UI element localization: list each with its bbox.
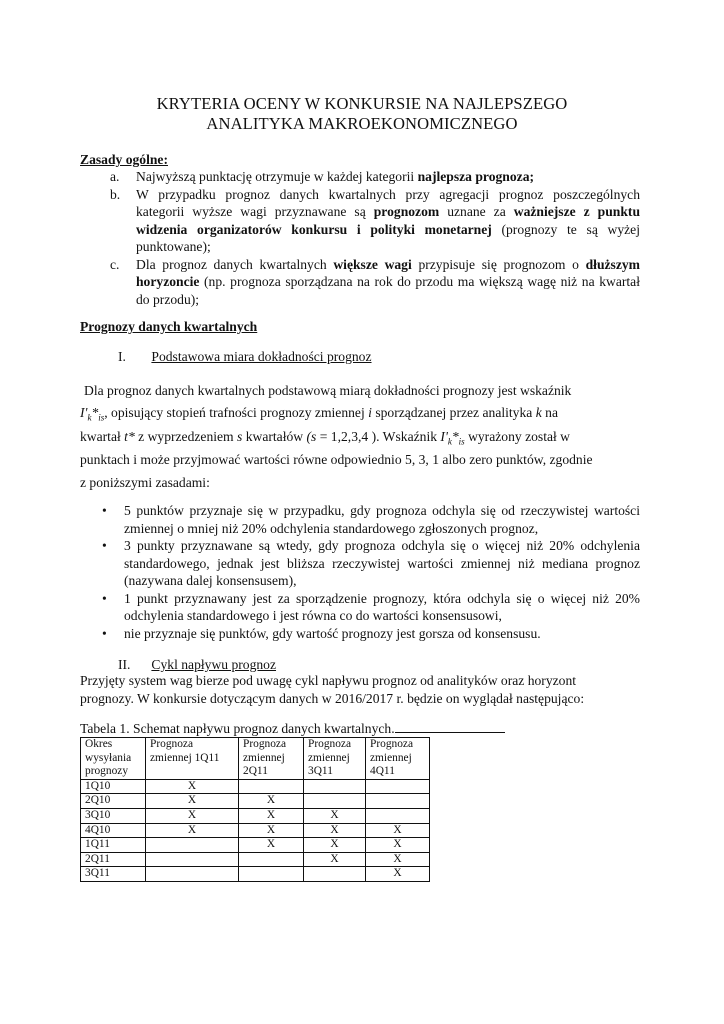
table-cell <box>146 838 239 853</box>
section-1-number: I. <box>118 349 126 364</box>
para-text: = 1,2,3,4 ). Wskaźnik <box>316 429 441 444</box>
rule-a-text: Najwyższą punktację otrzymuje w każdej kategorii <box>136 169 418 184</box>
rule-b-text-3: (prognozy te są wyżej punktowane); <box>136 221 640 254</box>
list-item <box>80 502 640 537</box>
rule-b-bold-2: ważniejsze z punktu widzenia organizatorów konkursu i polityki monetarnej <box>136 204 641 237</box>
list-item <box>80 590 640 625</box>
title-line-2: ANALITYKA MAKROEKONOMICZNEGO <box>206 114 518 133</box>
rule-a-bold: najlepsza prognoza; <box>417 169 535 184</box>
var-t: t* <box>124 429 135 444</box>
table-cell: 2Q10 <box>81 794 146 809</box>
column-header: Okres wysyłania prognozy <box>81 738 146 780</box>
table-cell: 4Q10 <box>81 823 146 838</box>
page-title <box>60 94 664 134</box>
table-row <box>81 838 430 853</box>
table-cell: X <box>366 838 430 853</box>
indicator-symbol: I' <box>80 405 88 420</box>
para-text: z wyprzedzeniem <box>134 429 238 444</box>
para-text: kwartał <box>80 429 125 444</box>
bullet-icon: • <box>102 590 107 606</box>
table-cell <box>239 852 304 867</box>
rule-c-label: c. <box>110 256 120 272</box>
table-cell: X <box>366 867 430 882</box>
list-item <box>80 625 640 643</box>
bullet-text: 1 punkt przyznawany jest za sporządzenie prognozy, która odchyla się o więcej niż 20% odchylenia standardowego i jest równa co do wartości konsensusowi, <box>124 590 640 623</box>
rule-a-label: a. <box>110 169 120 184</box>
rule-c-bold-1: większe wagi <box>333 256 412 272</box>
table-cell <box>304 779 366 794</box>
table-cell: 1Q10 <box>81 779 146 794</box>
table-cell: X <box>146 794 239 809</box>
table-cell <box>366 794 430 809</box>
table-row <box>81 852 430 867</box>
table-cell: X <box>239 823 304 838</box>
column-header: Prognoza zmiennej 3Q11 <box>304 738 366 780</box>
para-text: wyrażony został w <box>464 429 570 444</box>
section-2-number: II. <box>118 657 131 672</box>
bullet-icon: • <box>102 625 107 641</box>
indicator-star: * <box>91 405 99 420</box>
section-1-paragraph-line-2 <box>80 404 640 422</box>
var-s: s <box>237 429 243 444</box>
rule-b-bold-1: prognozom <box>373 204 440 219</box>
section-2-paragraph-line-1: Przyjęty system wag bierze pod uwagę cykl napływu prognoz od analityków oraz horyzont <box>80 673 577 688</box>
indicator-star-2: * <box>451 429 459 444</box>
table-cell <box>304 867 366 882</box>
section-1-paragraph-line-3 <box>80 428 640 446</box>
section-1-paragraph-line-4: punktach i może przyjmować wartości równe odpowiednio 5, 3, 1 albo zero punktów, zgodnie <box>80 452 593 467</box>
general-rules-heading: Zasady ogólne: <box>80 152 168 167</box>
list-item <box>80 537 640 590</box>
table-cell: X <box>366 852 430 867</box>
rule-c-text-2: przypisuje się prognozom o <box>411 256 586 272</box>
table-cell: X <box>304 852 366 867</box>
table-cell: X <box>366 823 430 838</box>
table-row <box>81 794 430 809</box>
table-cell: 3Q10 <box>81 808 146 823</box>
rule-b-text-2: uznane za <box>439 204 514 219</box>
bullet-text: nie przyznaje się punktów, gdy wartość prognozy jest gorsza od konsensusu. <box>124 625 541 641</box>
table-row <box>81 867 430 882</box>
table-caption <box>80 720 505 738</box>
var-s-range: (s <box>306 429 317 444</box>
indicator-sub-is: is <box>98 412 105 423</box>
indicator-sub-k: k <box>87 412 92 423</box>
table-cell <box>239 867 304 882</box>
column-header: Prognoza zmiennej 2Q11 <box>239 738 304 780</box>
table-cell: X <box>239 838 304 853</box>
section-2-paragraph-line-2: prognozy. W konkursie dotyczącym danych w 2016/2017 r. będzie on wyglądał następująco: <box>80 691 585 706</box>
table-cell: X <box>304 838 366 853</box>
section-1-heading <box>118 348 372 366</box>
table-cell <box>146 852 239 867</box>
section-2-title: Cykl napływu prognoz <box>151 657 277 672</box>
table-cell <box>146 867 239 882</box>
table-cell: X <box>239 794 304 809</box>
rule-b <box>80 186 640 256</box>
para-text: kwartałów <box>242 429 307 444</box>
table-row <box>81 808 430 823</box>
general-rules-list <box>80 168 640 308</box>
bullet-icon: • <box>102 503 107 518</box>
table-header-row <box>81 738 430 780</box>
section-1-paragraph-line-5: z poniższymi zasadami: <box>80 475 210 490</box>
section-1-title: Podstawowa miara dokładności prognoz <box>151 349 372 364</box>
bullet-text: 5 punktów przyznaje się w przypadku, gdy prognoza odchyla się od rzeczywistej wartości zmiennej o mniej niż 20% odchylenia standardowego zgłoszonych prognoz, <box>124 503 640 536</box>
table-cell: X <box>146 779 239 794</box>
table-cell: 2Q11 <box>81 852 146 867</box>
table-cell: X <box>304 823 366 838</box>
section-2-heading <box>118 656 276 674</box>
table-cell <box>304 794 366 809</box>
title-line-1: KRYTERIA OCENY W KONKURSIE NA NAJLEPSZEGO <box>156 94 568 113</box>
table-cell: 1Q11 <box>81 838 146 853</box>
table-cell <box>239 779 304 794</box>
section-1-paragraph-line-1: Dla prognoz danych kwartalnych podstawową miarą dokładności prognozy jest wskaźnik <box>84 383 572 398</box>
para-text: sporządzanej przez analityka <box>371 405 536 420</box>
scoring-bullet-list <box>80 502 640 642</box>
rule-c-text-1: Dla prognoz danych kwartalnych <box>136 256 334 272</box>
rule-c <box>80 256 640 309</box>
column-header: Prognoza zmiennej 4Q11 <box>366 738 430 780</box>
rule-c-text-3: (np. prognoza sporządzana na rok do przodu ma większą wagę niż na kwartał do przodu); <box>136 274 640 307</box>
table-cell: X <box>239 808 304 823</box>
indicator-symbol-2: I' <box>440 429 448 444</box>
table-cell: X <box>304 808 366 823</box>
quarterly-heading: Prognozy danych kwartalnych <box>80 319 258 334</box>
table-cell <box>366 779 430 794</box>
table-cell: X <box>146 823 239 838</box>
para-text: , opisujący stopień trafności prognozy zmiennej <box>104 405 369 420</box>
indicator-sub-is-2: is <box>458 436 465 447</box>
table-row <box>81 823 430 838</box>
column-header: Prognoza zmiennej 1Q11 <box>146 738 239 780</box>
table-caption-text: Tabela 1. Schemat napływu prognoz danych kwartalnych. <box>80 721 395 736</box>
forecast-schedule-table <box>80 737 430 882</box>
table-cell <box>366 808 430 823</box>
var-i: i <box>368 405 372 420</box>
table-cell: X <box>146 808 239 823</box>
table-row <box>81 779 430 794</box>
rule-a <box>80 168 640 186</box>
rule-b-text-1: W przypadku prognoz danych kwartalnych przy agregacji prognoz poszczególnych kategorii wyższe wagi przyznawane są <box>136 186 640 219</box>
var-k: k <box>535 405 542 420</box>
rule-b-label: b. <box>110 186 121 202</box>
table-cell: 3Q11 <box>81 867 146 882</box>
caption-underline <box>395 720 505 733</box>
rule-c-bold-2: dłuższym horyzoncie <box>136 256 640 289</box>
para-text: na <box>541 405 558 420</box>
bullet-icon: • <box>102 538 107 553</box>
indicator-sub-k-2: k <box>447 436 452 447</box>
bullet-text: 3 punkty przyznawane są wtedy, gdy prognoza odchyla się o więcej niż 20% odchylenia standardowego, jednak jest bliższa rzeczywistej wartości zmiennej niż mediana prognoz (nazywana dalej konsensusem), <box>124 538 640 588</box>
